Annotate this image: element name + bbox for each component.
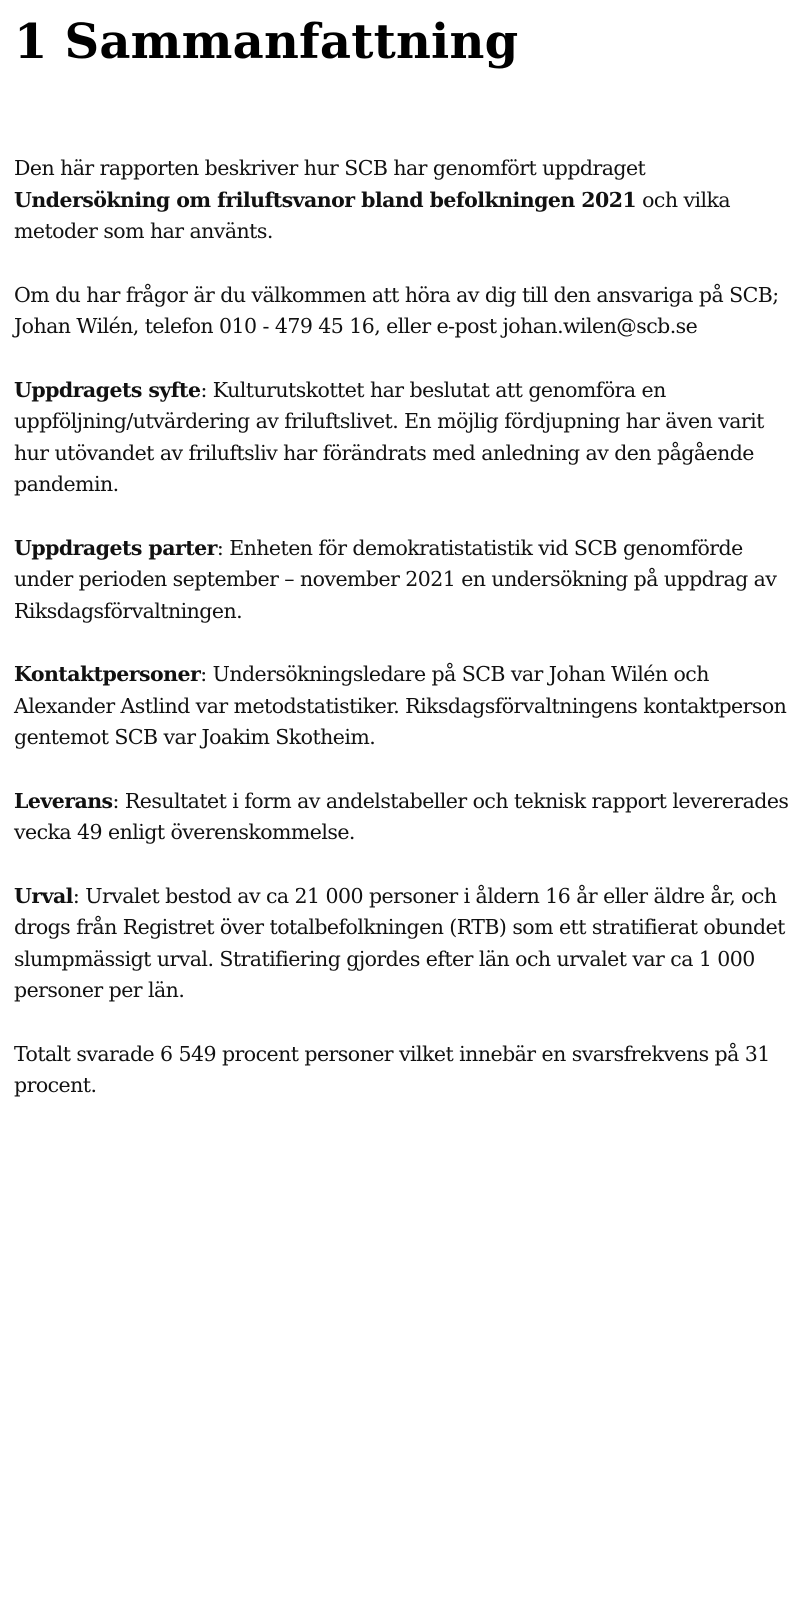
sample-paragraph <box>14 881 792 1007</box>
document-page <box>14 0 794 1097</box>
delivery-label: Leverans <box>14 788 113 813</box>
response-paragraph <box>14 1039 792 1102</box>
purpose-text: : Kulturutskottet har beslutat att genomföra en uppföljning/utvärdering av friluftslivet. En möjlig fördjupning har även varit hur utövandet av friluftsliv har förändrats med anledning av den pågående pandemin. <box>14 377 764 496</box>
sample-label: Urval <box>14 883 73 908</box>
section-heading: 1 Sammanfattning <box>14 14 519 70</box>
contact-text: Om du har frågor är du välkommen att höra av dig till den ansvariga på SCB; Johan Wilén, telefon 010 - 479 45 16, eller e-post johan.wilen@scb.se <box>14 282 779 338</box>
contacts-text: : Undersökningsledare på SCB var Johan Wilén och Alexander Astlind var metodstatistiker. Riksdagsförvaltningens kontaktperson gentemot SCB var Joakim Skotheim. <box>14 662 787 749</box>
intro-text-end: och vilka metoder som har använts. <box>14 187 731 243</box>
parties-text: : Enheten för demokratistatistik vid SCB genomförde under perioden september – november 2021 en undersökning på uppdrag av Riksdagsförvaltningen. <box>14 535 777 623</box>
contacts-label: Kontaktpersoner <box>14 662 201 686</box>
parties-paragraph <box>14 533 792 628</box>
survey-name: Undersökning om friluftsvanor bland befolkningen 2021 <box>14 187 637 212</box>
contact-paragraph <box>14 280 792 343</box>
parties-label: Uppdragets parter <box>14 535 217 560</box>
delivery-text: : Resultatet i form av andelstabeller och teknisk rapport levererades vecka 49 enligt överenskommelse. <box>14 788 789 844</box>
sample-text: : Urvalet bestod av ca 21 000 personer i åldern 16 år eller äldre år, och drogs från Registret över totalbefolkningen (RTB) som ett stratifierat obundet slumpmässigt urval. Stratifiering gjordes efter län och urvalet var ca 1 000 personer per län. <box>14 883 785 1002</box>
purpose-label: Uppdragets syfte <box>14 377 201 402</box>
response-text: Totalt svarade 6 549 procent personer vilket innebär en svarsfrekvens på 31 procent. <box>14 1041 770 1097</box>
document-body <box>14 153 792 1134</box>
delivery-paragraph <box>14 786 792 849</box>
contacts-paragraph <box>14 659 792 754</box>
intro-paragraph <box>14 153 792 248</box>
purpose-paragraph <box>14 375 792 501</box>
intro-text-start: Den här rapporten beskriver hur SCB har genomfört uppdraget <box>14 156 646 180</box>
